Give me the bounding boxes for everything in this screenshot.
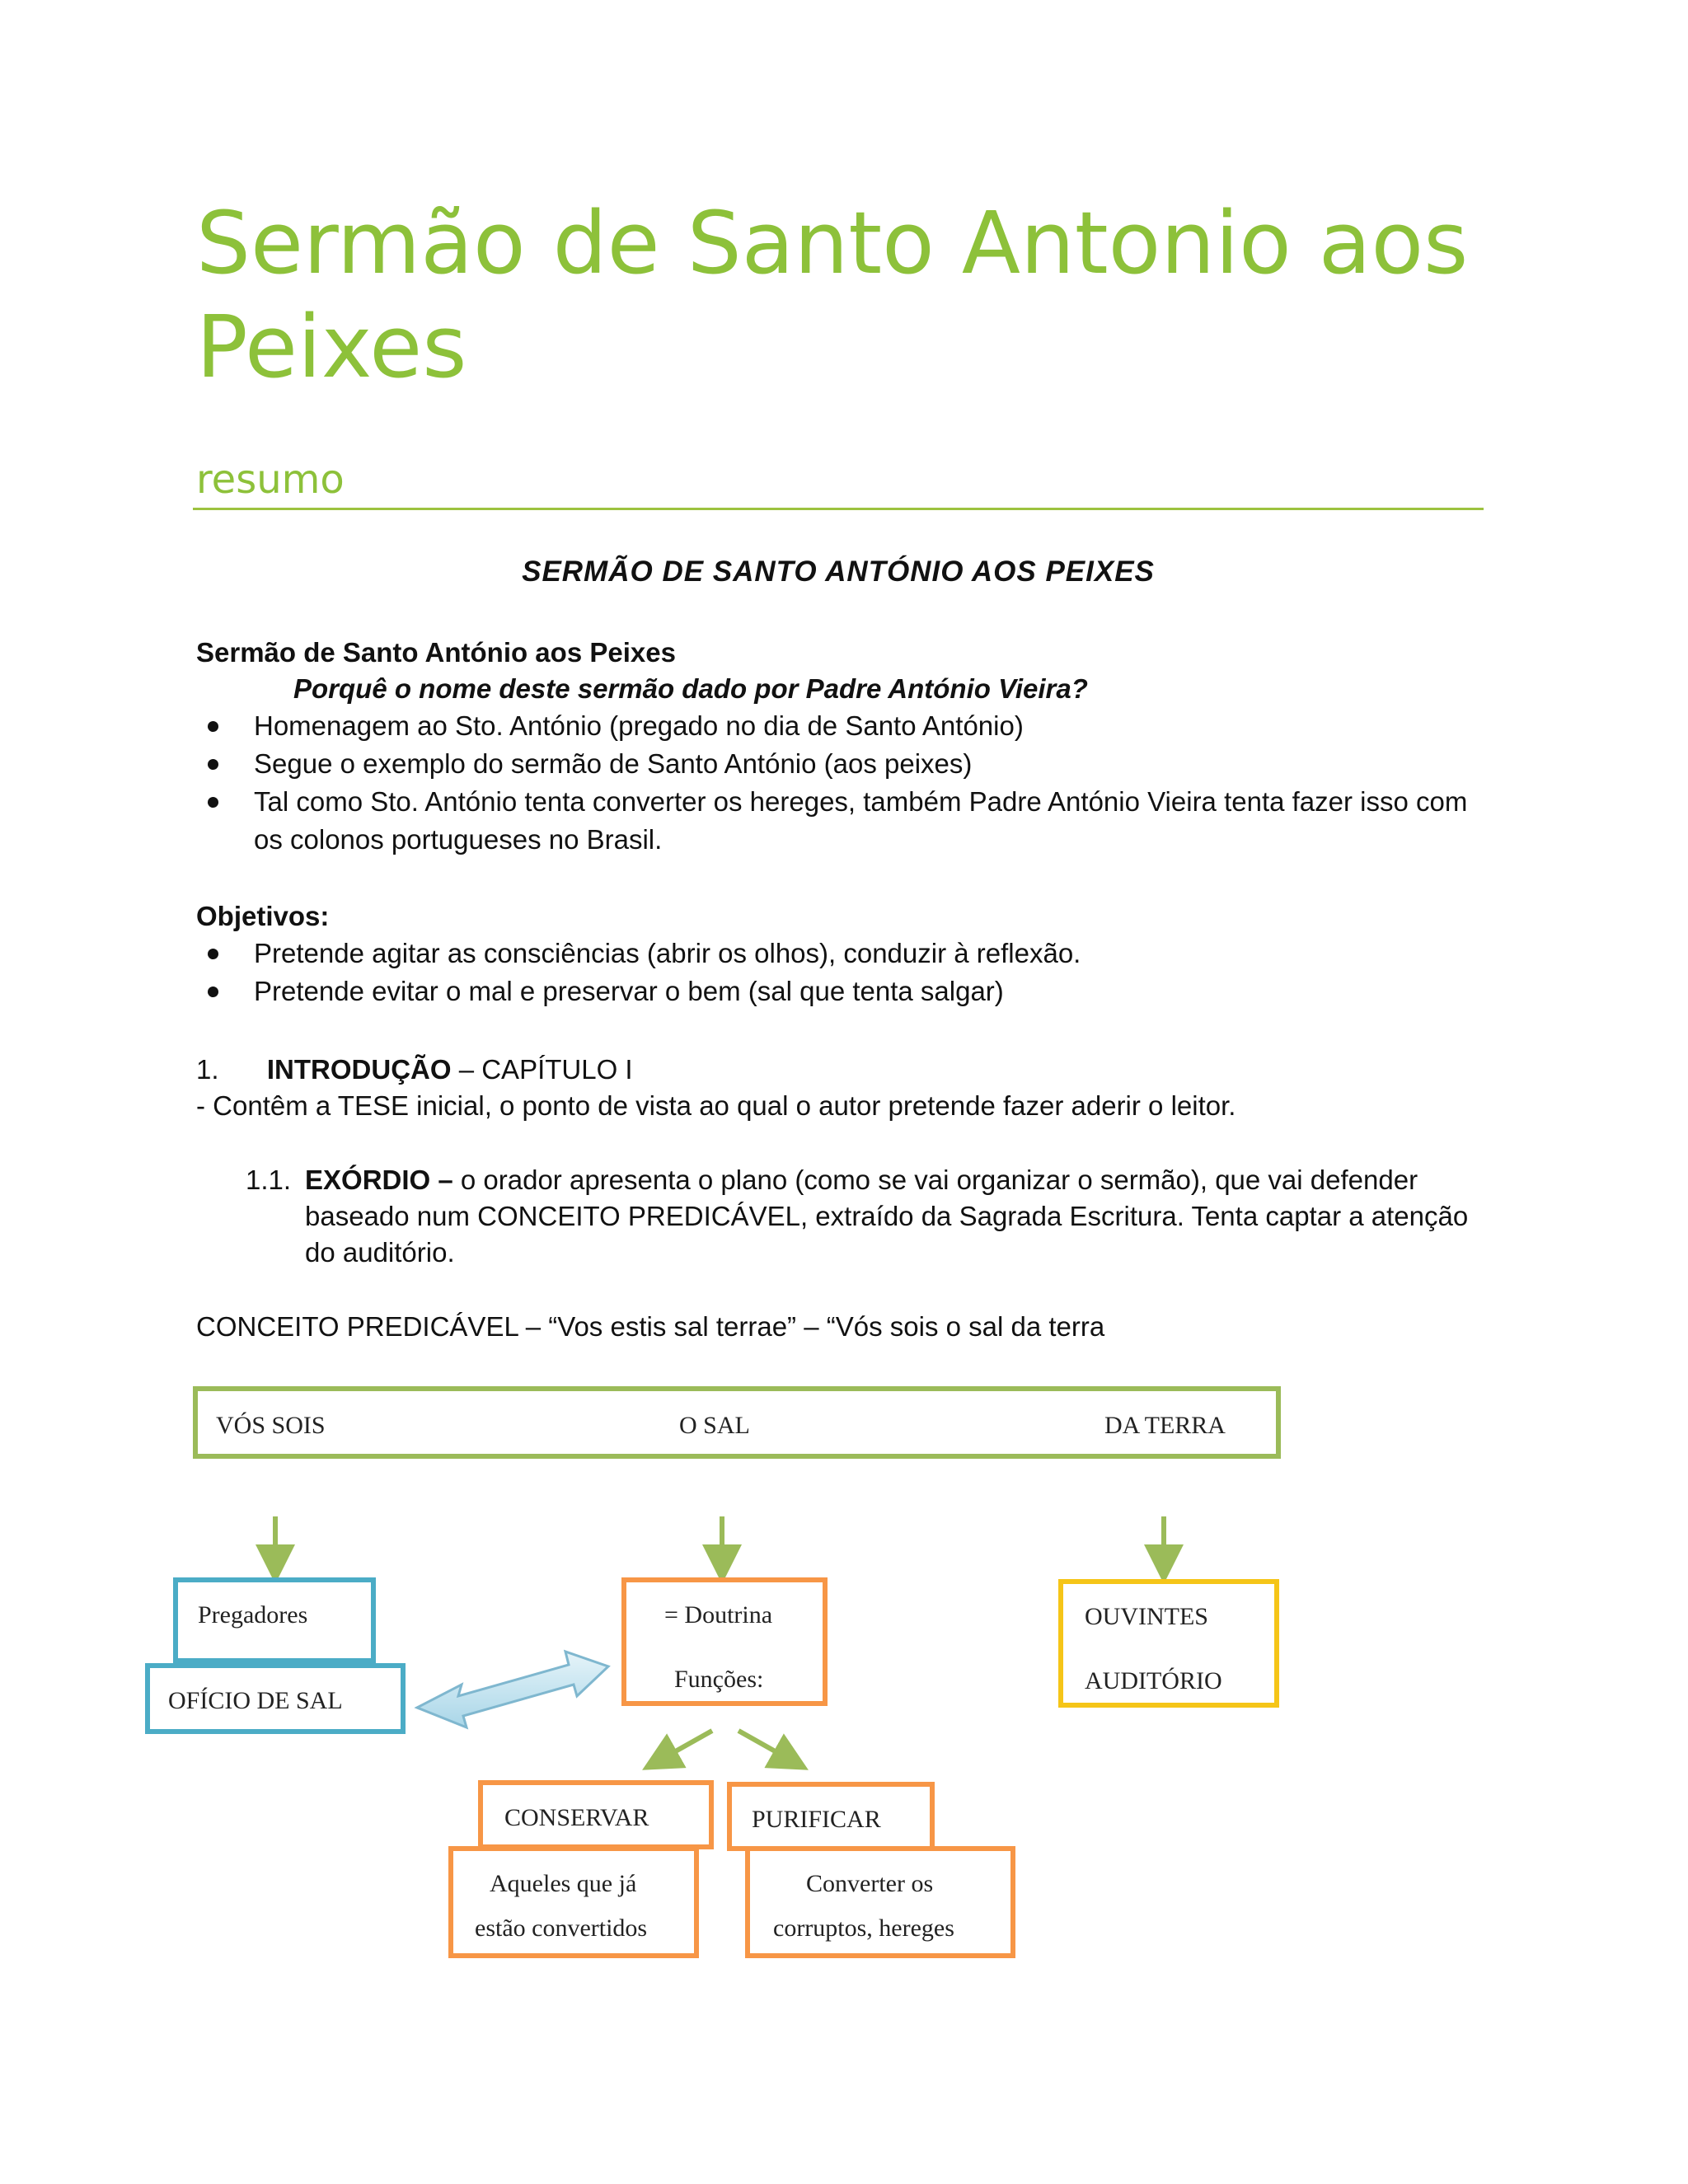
list-item: Segue o exemplo do sermão de Santo António (aos peixes) — [196, 745, 1474, 783]
concept-part-vos-sois: VÓS SOIS — [216, 1412, 326, 1439]
double-arrow-icon — [417, 1652, 608, 1727]
ouvintes-label: OUVINTES — [1085, 1603, 1208, 1630]
conservar-desc-line: Aqueles que já — [490, 1870, 637, 1897]
exordio-number: 1.1. — [246, 1165, 292, 1195]
introducao-label: INTRODUÇÃO — [266, 1054, 452, 1085]
doutrina-label: = Doutrina — [664, 1601, 773, 1629]
purificar-desc-line: Converter os — [806, 1870, 934, 1897]
main-heading: SERMÃO DE SANTO ANTÓNIO AOS PEIXES — [522, 555, 1155, 588]
document-subtitle: resumo — [196, 457, 345, 503]
list-item: Pretende evitar o mal e preservar o bem (sal que tenta salgar) — [196, 972, 1081, 1010]
concept-part-da-terra: DA TERRA — [1104, 1412, 1226, 1439]
purificar-desc-line: corruptos, hereges — [773, 1915, 954, 1942]
section-title: Sermão de Santo António aos Peixes — [196, 637, 676, 668]
arrow-diagonal-icon — [738, 1731, 791, 1760]
section-question: Porquê o nome deste sermão dado por Padre António Vieira? — [293, 673, 1088, 704]
oficio-label: OFÍCIO DE SAL — [168, 1687, 343, 1714]
list-item: Tal como Sto. António tenta converter os hereges, também Padre António Vieira tenta fazer isso com os colonos portugueses no Brasil. — [196, 783, 1474, 859]
purificar-label: PURIFICAR — [752, 1806, 881, 1833]
list-item: Pretende agitar as consciências (abrir os olhos), conduzir à reflexão. — [196, 935, 1081, 972]
introducao-number: 1. — [196, 1054, 219, 1085]
exordio-label: EXÓRDIO – — [305, 1165, 453, 1195]
list-item: Homenagem ao Sto. António (pregado no dia de Santo António) — [196, 707, 1474, 745]
arrow-diagonal-icon — [659, 1731, 712, 1760]
pregadores-label: Pregadores — [198, 1601, 308, 1629]
document-title: Sermão de Santo Antonio aos Peixes — [196, 193, 1469, 397]
conservar-label: CONSERVAR — [504, 1804, 649, 1831]
funcoes-label: Funções: — [674, 1666, 764, 1693]
conceito-predicavel: CONCEITO PREDICÁVEL – “Vos estis sal terrae” – “Vós sois o sal da terra — [196, 1311, 1105, 1342]
objetivos-title: Objetivos: — [196, 901, 330, 931]
auditorio-label: AUDITÓRIO — [1085, 1667, 1222, 1694]
concept-part-o-sal: O SAL — [679, 1412, 750, 1439]
introducao-suffix: – CAPÍTULO I — [451, 1054, 633, 1085]
conservar-desc-line: estão convertidos — [475, 1915, 648, 1942]
introducao-line: - Contêm a TESE inicial, o ponto de vista ao qual o autor pretende fazer aderir o leitor. — [196, 1090, 1236, 1121]
exordio-text: o orador apresenta o plano (como se vai organizar o sermão), que vai defender baseado num CONCEITO PREDICÁVEL, extraído da Sagrada Escritura. Tenta captar a atenção do auditório. — [305, 1165, 1469, 1268]
